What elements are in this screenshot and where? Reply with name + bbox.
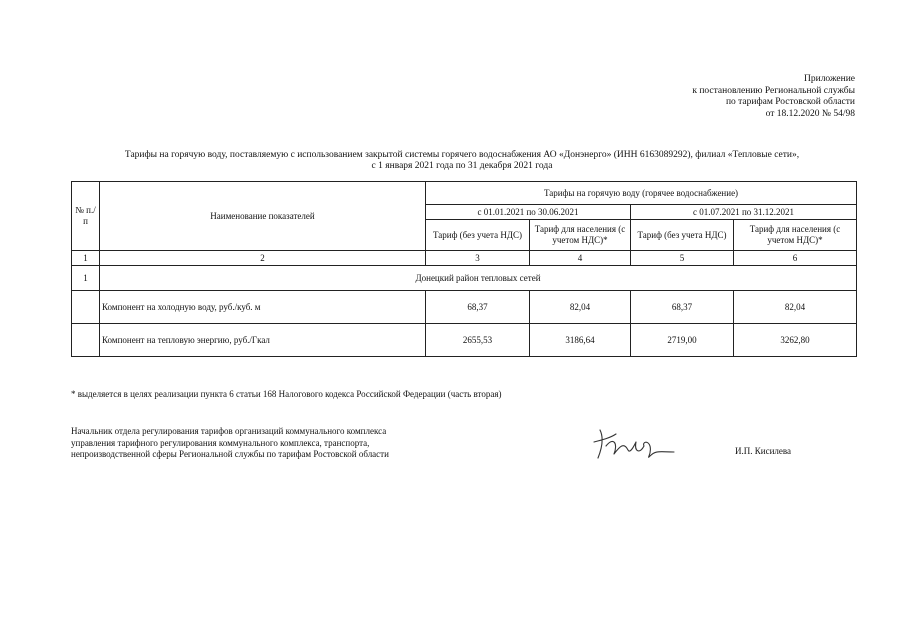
header-number: № п./п — [72, 182, 100, 251]
footnote: * выделяется в целях реализации пункта 6 статьи 168 Налогового кодекса Российской Федерации (часть вторая) — [71, 389, 502, 399]
column-number: 5 — [631, 251, 734, 266]
header-tariff-group: Тарифы на горячую воду (горячее водоснабжение) — [426, 182, 857, 205]
appendix-note — [692, 74, 855, 120]
header-tariff-no-vat: Тариф (без учета НДС) — [631, 220, 734, 251]
document-title — [72, 150, 852, 172]
column-number: 2 — [100, 251, 426, 266]
row-name: Компонент на холодную воду, руб./куб. м — [100, 291, 426, 324]
row-value: 3262,80 — [734, 324, 857, 357]
signer-line: непроизводственной сферы Региональной службы по тарифам Ростовской области — [71, 449, 389, 459]
column-number: 6 — [734, 251, 857, 266]
header-tariff-population: Тариф для населения (с учетом НДС)* — [530, 220, 631, 251]
row-value: 2719,00 — [631, 324, 734, 357]
section-title: Донецкий район тепловых сетей — [100, 266, 857, 291]
signer-line: управления тарифного регулирования коммунального комплекса, транспорта, — [71, 437, 370, 448]
column-number-row — [72, 251, 857, 266]
row-number-cell — [72, 291, 100, 324]
table-row — [72, 324, 857, 357]
column-number: 4 — [530, 251, 631, 266]
title-line: с 1 января 2021 года по 31 декабря 2021 года — [371, 161, 553, 171]
row-value: 2655,53 — [426, 324, 530, 357]
header-tariff-population: Тариф для населения (с учетом НДС)* — [734, 220, 857, 251]
signer-name: И.П. Кисилева — [735, 446, 791, 456]
table-row — [72, 291, 857, 324]
header-tariff-no-vat: Тариф (без учета НДС) — [426, 220, 530, 251]
row-name: Компонент на тепловую энергию, руб./Гкал — [100, 324, 426, 357]
title-line: Тарифы на горячую воду, поставляемую с использованием закрытой системы горячего водоснабжения АО «Донэнерго» (ИНН 6163089292), филиал «Тепловые сети», — [124, 150, 800, 160]
column-number: 1 — [72, 251, 100, 266]
row-value: 68,37 — [631, 291, 734, 324]
appendix-line: по тарифам Ростовской области — [725, 97, 855, 107]
section-number: 1 — [72, 266, 100, 291]
signer-line: Начальник отдела регулирования тарифов организаций коммунального комплекса — [71, 426, 387, 436]
appendix-line: к постановлению Региональной службы — [692, 85, 855, 96]
tariff-table — [71, 181, 857, 357]
row-number-cell — [72, 324, 100, 357]
signer-position — [71, 426, 389, 461]
row-value: 3186,64 — [530, 324, 631, 357]
header-period-2: с 01.07.2021 по 31.12.2021 — [631, 205, 857, 220]
row-value: 68,37 — [426, 291, 530, 324]
appendix-line: от 18.12.2020 № 54/98 — [765, 108, 855, 119]
column-number: 3 — [426, 251, 530, 266]
section-row — [72, 266, 857, 291]
row-value: 82,04 — [734, 291, 857, 324]
header-indicator-name: Наименование показателей — [100, 182, 426, 251]
handwritten-signature — [590, 424, 680, 466]
header-period-1: с 01.01.2021 по 30.06.2021 — [426, 205, 631, 220]
row-value: 82,04 — [530, 291, 631, 324]
appendix-line: Приложение — [804, 74, 855, 84]
